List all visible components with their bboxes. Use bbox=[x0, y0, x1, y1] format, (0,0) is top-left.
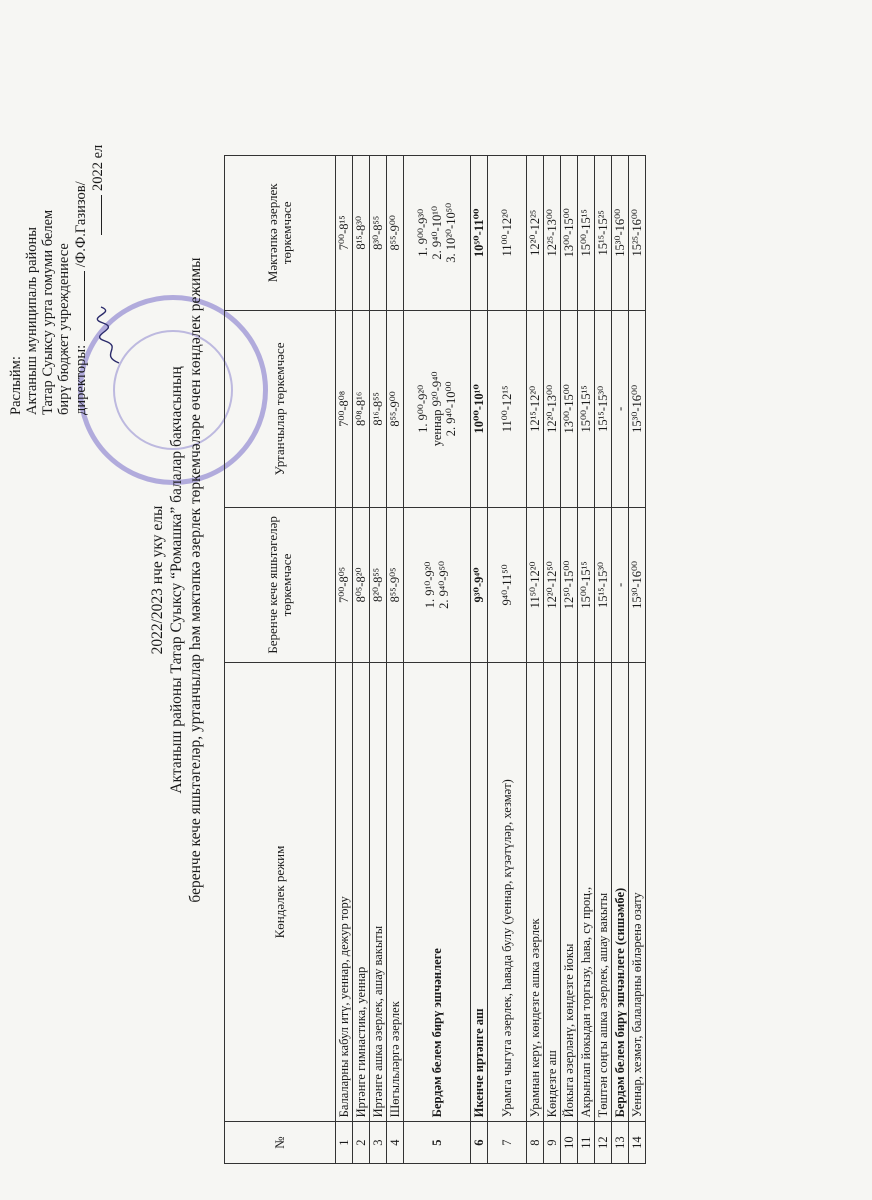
approval-line-5 bbox=[89, 35, 106, 415]
title-line-3: беренче кече яшьтәгеләр, уртанчылар һәм мәктәпкә әзерлек төркемчәләре өчен көндәлек режимы bbox=[187, 257, 204, 903]
row-time-g2: - bbox=[612, 310, 629, 508]
approval-line-2: Татар Суыксу урта гомуми белем bbox=[40, 209, 56, 415]
header-activity: Көндәлек режим bbox=[225, 662, 336, 1122]
row-num: 6 bbox=[471, 1122, 488, 1164]
table-row bbox=[404, 156, 471, 1164]
row-time-g3: 8¹⁵-8³⁰ bbox=[353, 156, 370, 311]
row-time-g2: 15⁰⁰-15¹⁵ bbox=[578, 310, 595, 508]
table-row bbox=[612, 156, 629, 1164]
session-2: 2. 9⁴⁰-10¹⁰ bbox=[430, 206, 444, 260]
row-num: 13 bbox=[612, 1122, 629, 1164]
table-row bbox=[336, 156, 353, 1164]
row-time-g1: 7⁰⁰-8⁰⁵ bbox=[336, 508, 353, 663]
session-2: 2. 9⁴⁰-9⁵⁰ bbox=[437, 560, 451, 609]
approval-line-3: бирү бюджет учреждениесе bbox=[56, 243, 72, 415]
session-3: 3. 10²⁰-10⁵⁰ bbox=[444, 202, 458, 263]
row-time-g3: 12²⁵-13⁰⁰ bbox=[544, 156, 561, 311]
row-num: 5 bbox=[404, 1122, 471, 1164]
table-row bbox=[370, 156, 387, 1164]
director-name: /Ф.Ф.Газизов/ bbox=[73, 181, 89, 268]
row-time-g2: 12¹⁵-12²⁰ bbox=[527, 310, 544, 508]
table-row bbox=[488, 156, 527, 1164]
header-group-2: Уртанчылар төркемчәсе bbox=[225, 310, 336, 508]
row-time-g3 bbox=[404, 156, 471, 311]
table-row bbox=[595, 156, 612, 1164]
row-time-g2: 10⁰⁰-10¹⁰ bbox=[471, 310, 488, 508]
schedule-table bbox=[224, 155, 646, 1164]
session-1: 1. 9⁰⁰-9²⁰ bbox=[416, 384, 430, 433]
row-time-g3: 7⁰⁰-8¹⁵ bbox=[336, 156, 353, 311]
table-row bbox=[629, 156, 646, 1164]
break-games: уеннар 9²⁰-9⁴⁰ bbox=[430, 371, 444, 447]
row-num: 12 bbox=[595, 1122, 612, 1164]
row-activity: Урамга чыгуга әзерлек, һавада булу (уеннар, күзәтүләр, хезмәт) bbox=[488, 662, 527, 1122]
row-num: 1 bbox=[336, 1122, 353, 1164]
row-num: 10 bbox=[561, 1122, 578, 1164]
row-time-g3: 13⁰⁰-15⁰⁰ bbox=[561, 156, 578, 311]
signature-line bbox=[72, 271, 85, 341]
row-time-g2: 13⁰⁰-15⁰⁰ bbox=[561, 310, 578, 508]
row-activity: Уеннар, хезмәт, балаларны өйләренә озату bbox=[629, 662, 646, 1122]
row-time-g2: 12²⁰-13⁰⁰ bbox=[544, 310, 561, 508]
approval-date: 2022 ел bbox=[90, 144, 106, 191]
row-time-g1 bbox=[404, 508, 471, 663]
row-time-g1: 11⁵⁰-12²⁰ bbox=[527, 508, 544, 663]
row-time-g3: 12²⁰-12²⁵ bbox=[527, 156, 544, 311]
header-group-1: Беренче кече яшьтәгеләр төркемчәсе bbox=[225, 508, 336, 663]
row-time-g2: 7⁰⁰-8⁰⁸ bbox=[336, 310, 353, 508]
row-time-g1: 9³⁰-9⁴⁰ bbox=[471, 508, 488, 663]
row-activity: Иртәнге гимнастика, уеннар bbox=[353, 662, 370, 1122]
row-activity: Шөгыльләргә әзерлек bbox=[387, 662, 404, 1122]
row-time-g1: 8⁵⁵-9⁰⁵ bbox=[387, 508, 404, 663]
date-line bbox=[89, 195, 102, 235]
row-time-g1: 12⁵⁰-15⁰⁰ bbox=[561, 508, 578, 663]
approval-line-4 bbox=[72, 35, 89, 415]
row-time-g1: 15³⁰-16⁰⁰ bbox=[629, 508, 646, 663]
row-time-g1: 15¹⁵-15³⁰ bbox=[595, 508, 612, 663]
row-time-g2: 8⁵⁵-9⁰⁰ bbox=[387, 310, 404, 508]
row-time-g1: 8⁰⁵-8²⁰ bbox=[353, 508, 370, 663]
row-activity: Бердәм белем бирү эшчәнлеге (сишәмбе) bbox=[612, 662, 629, 1122]
row-num: 11 bbox=[578, 1122, 595, 1164]
document-titles bbox=[148, 50, 205, 1110]
table-row bbox=[527, 156, 544, 1164]
row-num: 14 bbox=[629, 1122, 646, 1164]
row-time-g3: 8⁵⁵-9⁰⁰ bbox=[387, 156, 404, 311]
row-time-g1: 8²⁰-8⁵⁵ bbox=[370, 508, 387, 663]
row-activity: Икенче иртәнге аш bbox=[471, 662, 488, 1122]
session-1: 1. 9⁰⁰-9³⁰ bbox=[416, 208, 430, 257]
table-row bbox=[471, 156, 488, 1164]
table-row bbox=[353, 156, 370, 1164]
director-label: директоры: bbox=[73, 344, 89, 415]
table-row bbox=[544, 156, 561, 1164]
row-activity: Урамнан керү, көндезге ашка әзерлек bbox=[527, 662, 544, 1122]
row-time-g3: 15²⁵-16⁰⁰ bbox=[629, 156, 646, 311]
approval-block bbox=[8, 35, 106, 415]
row-time-g1: 9⁴⁰-11⁵⁰ bbox=[488, 508, 527, 663]
row-time-g3: 11⁰⁰-12²⁰ bbox=[488, 156, 527, 311]
approval-line-1: Актаныш муниципаль районы bbox=[24, 226, 40, 415]
row-time-g3: 15⁰⁰-15¹⁵ bbox=[578, 156, 595, 311]
row-activity: Төштән соңгы ашка әзерлек, ашау вакыты bbox=[595, 662, 612, 1122]
row-activity: Йокыга әзерләнү, көндезге йокы bbox=[561, 662, 578, 1122]
row-activity: Бердәм белем бирү эшчәнлеге bbox=[404, 662, 471, 1122]
row-activity: Иртәнге ашка әзерлек, ашау вакыты bbox=[370, 662, 387, 1122]
header-num: № bbox=[225, 1122, 336, 1164]
row-time-g2: 15³⁰-16⁰⁰ bbox=[629, 310, 646, 508]
header-group-3: Мәктәпкә әзерлек төркемчәсе bbox=[225, 156, 336, 311]
row-activity: Көндезге аш bbox=[544, 662, 561, 1122]
table-row bbox=[387, 156, 404, 1164]
row-num: 8 bbox=[527, 1122, 544, 1164]
row-time-g1: 15⁰⁰-15¹⁵ bbox=[578, 508, 595, 663]
session-1: 1. 9¹⁰-9²⁰ bbox=[423, 561, 437, 609]
table-header-row bbox=[225, 156, 336, 1164]
row-time-g2: 15¹⁵-15³⁰ bbox=[595, 310, 612, 508]
table-row bbox=[561, 156, 578, 1164]
row-time-g1: - bbox=[612, 508, 629, 663]
row-time-g3: 15³⁰-16⁰⁰ bbox=[612, 156, 629, 311]
row-time-g2: 11⁰⁰-12¹⁵ bbox=[488, 310, 527, 508]
row-num: 2 bbox=[353, 1122, 370, 1164]
row-num: 4 bbox=[387, 1122, 404, 1164]
row-time-g3: 8³⁰-8⁵⁵ bbox=[370, 156, 387, 311]
table-row bbox=[578, 156, 595, 1164]
row-num: 7 bbox=[488, 1122, 527, 1164]
row-time-g3: 15¹⁵-15²⁵ bbox=[595, 156, 612, 311]
session-2: 2. 9⁴⁰-10⁰⁰ bbox=[444, 381, 458, 437]
row-time-g2: 8¹⁶-8⁵⁵ bbox=[370, 310, 387, 508]
approval-title: Раслыйм: bbox=[8, 356, 24, 415]
row-activity: Балаларны кабул итү, уеннар, дежур тору bbox=[336, 662, 353, 1122]
row-num: 3 bbox=[370, 1122, 387, 1164]
row-time-g3: 10⁵⁰-11⁰⁰ bbox=[471, 156, 488, 311]
row-num: 9 bbox=[544, 1122, 561, 1164]
row-activity: Акрынлап йокыдан торгызу, һава, су проц., bbox=[578, 662, 595, 1122]
row-time-g2: 8⁰⁸-8¹⁶ bbox=[353, 310, 370, 508]
title-line-1: 2022/2023 нче уку елы bbox=[149, 505, 166, 655]
title-line-2: Актаныш районы Татар Суыксу “Ромашка” балалар бакчасының bbox=[168, 366, 185, 794]
row-time-g2 bbox=[404, 310, 471, 508]
row-time-g1: 12²⁰-12⁵⁰ bbox=[544, 508, 561, 663]
